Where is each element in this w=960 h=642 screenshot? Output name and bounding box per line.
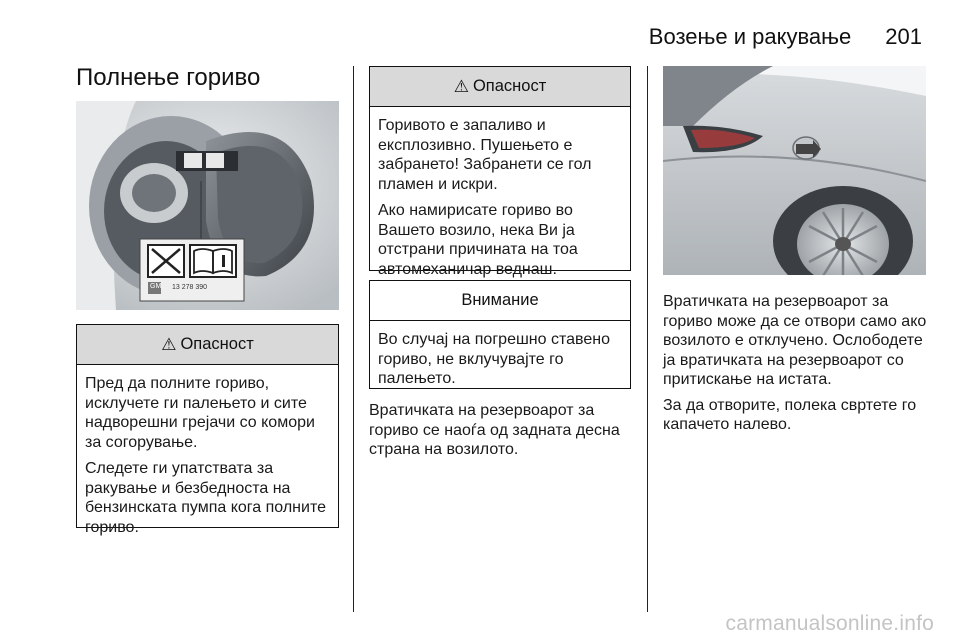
page-number: 201 xyxy=(885,24,922,49)
danger-paragraph: Горивото е запаливо и експлозивно. Пушењето е забрането! Забранети се гол пламен и искри. xyxy=(378,117,592,193)
page-title: Полнење гориво xyxy=(76,64,261,91)
danger-heading xyxy=(370,67,630,107)
warning-triangle-icon: ⚠ xyxy=(453,76,469,96)
label-code: 13 278 390 xyxy=(172,284,208,291)
body-paragraph: Вратичката на резервоарот за гориво се наоѓа од задната десна страна на возилото. xyxy=(369,402,620,458)
danger-heading-text: Опасност xyxy=(180,335,254,353)
danger-paragraph: Ако намирисате гориво во Вашето возило, нека Ви ја отстрани причината на тоа автомеханичар веднаш. xyxy=(378,202,578,278)
danger-box-2 xyxy=(369,66,631,278)
danger-paragraph: Пред да полните гориво, исклучете ги палењето и сите надворешни грејачи со комори за согорување. xyxy=(85,375,315,451)
column3-body xyxy=(663,292,933,441)
column-divider xyxy=(353,66,354,612)
caution-paragraph: Во случај на погрешно ставено гориво, не вклучувајте го палењето. xyxy=(378,331,610,387)
body-paragraph: За да отворите, полека свртете го капачето налево. xyxy=(663,396,917,433)
section-title: Возење и ракување xyxy=(648,24,852,49)
danger-paragraph: Следете ги упатствата за ракување и безбедноста на бензинската пумпа кога полните гориво. xyxy=(85,460,326,536)
page-header xyxy=(649,24,922,50)
column-divider xyxy=(647,66,648,612)
danger-heading-text: Опасност xyxy=(472,77,547,95)
car-rear-illustration xyxy=(663,66,926,275)
label-brand: GM xyxy=(150,283,162,290)
caution-heading: Внимание xyxy=(370,281,630,321)
fuel-filler-illustration xyxy=(76,101,339,310)
warning-triangle-icon: ⚠ xyxy=(161,334,177,354)
fuel-filler-photo xyxy=(76,101,339,310)
watermark: carmanualsonline.info xyxy=(725,612,934,635)
column2-body xyxy=(369,401,633,466)
caution-box xyxy=(369,280,631,389)
car-rear-photo xyxy=(663,66,926,275)
body-paragraph: Вратичката на резервоарот за гориво може да се отвори само ако возилото е отклучено. Ослободете ја вратичката на резервоарот со притискање на истата. xyxy=(663,293,927,388)
danger-heading xyxy=(77,325,338,365)
danger-box-1 xyxy=(76,324,339,536)
